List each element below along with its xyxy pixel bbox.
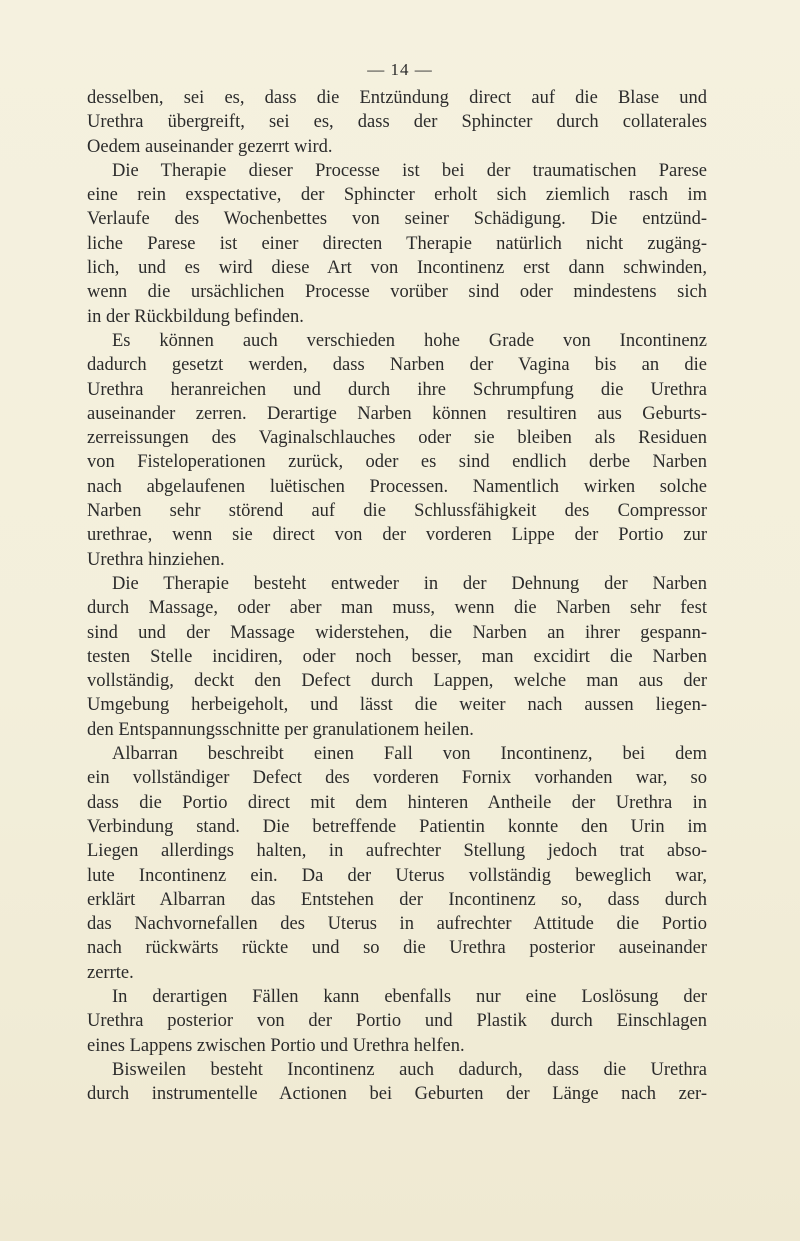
text-line: Urethra heranreichen und durch ihre Schrumpfung die Urethra <box>87 379 707 400</box>
text-line: desselben, sei es, dass die Entzündung direct auf die Blase und <box>87 88 707 108</box>
text-line: Es können auch verschieden hohe Grade von Incontinenz <box>112 330 707 351</box>
page-number: — 14 — <box>367 60 433 79</box>
text-line: nach abgelaufenen luëtischen Processen. Namentlich wirken solche <box>87 476 707 497</box>
text-line: lute Incontinenz ein. Da der Uterus vollständig beweglich war, <box>87 865 707 886</box>
text-line: vollständig, deckt den Defect durch Lappen, welche man aus der <box>87 671 707 692</box>
text-line: eines Lappens zwischen Portio und Urethra helfen. <box>87 1035 465 1056</box>
text-line: in der Rückbildung befinden. <box>87 306 304 327</box>
text-line: sind und der Massage widerstehen, die Narben an ihrer gespann- <box>87 622 707 643</box>
text-line: den Entspannungsschnitte per granulationem heilen. <box>87 719 474 740</box>
text-line: durch instrumentelle Actionen bei Geburten der Länge nach zer- <box>87 1084 707 1105</box>
text-line: auseinander zerren. Derartige Narben können resultiren aus Geburts- <box>87 403 707 424</box>
text-line: Liegen allerdings halten, in aufrechter Stellung jedoch trat abso- <box>87 841 707 862</box>
text-line: Die Therapie besteht entweder in der Dehnung der Narben <box>112 573 707 594</box>
text-line: Die Therapie dieser Processe ist bei der traumatischen Parese <box>112 160 707 181</box>
text-line: testen Stelle incidiren, oder noch besser, man excidirt die Narben <box>87 646 707 667</box>
body-text <box>87 86 707 1106</box>
text-line: zerreissungen des Vaginalschlauches oder sie bleiben als Residuen <box>87 428 707 449</box>
text-line: Albarran beschreibt einen Fall von Incontinenz, bei dem <box>112 744 707 765</box>
text-line: dadurch gesetzt werden, dass Narben der Vagina bis an die <box>87 355 707 376</box>
text-line: urethrae, wenn sie direct von der vorderen Lippe der Portio zur <box>87 525 707 546</box>
text-line: In derartigen Fällen kann ebenfalls nur eine Loslösung der <box>112 986 707 1007</box>
text-line: eine rein exspectative, der Sphincter erholt sich ziemlich rasch im <box>87 185 707 206</box>
text-line: lich, und es wird diese Art von Incontinenz erst dann schwinden, <box>87 258 707 279</box>
text-line: nach rückwärts rückte und so die Urethra posterior auseinander <box>87 938 707 959</box>
text-line: Narben sehr störend auf die Schlussfähigkeit des Compressor <box>87 501 707 522</box>
text-line: dass die Portio direct mit dem hinteren Antheile der Urethra in <box>87 792 707 813</box>
text-line: Urethra posterior von der Portio und Plastik durch Einschlagen <box>87 1011 707 1032</box>
text-line: durch Massage, oder aber man muss, wenn die Narben sehr fest <box>87 598 707 619</box>
text-line: liche Parese ist einer directen Therapie natürlich nicht zugäng- <box>87 233 707 254</box>
text-line: Oedem auseinander gezerrt wird. <box>87 136 333 157</box>
text-line: das Nachvornefallen des Uterus in aufrechter Attitude die Portio <box>87 914 707 935</box>
text-line: Bisweilen besteht Incontinenz auch dadurch, dass die Urethra <box>112 1059 707 1080</box>
text-line: Urethra übergreift, sei es, dass der Sphincter durch collaterales <box>87 112 707 133</box>
text-line: Verbindung stand. Die betreffende Patientin konnte den Urin im <box>87 816 707 837</box>
text-line: ein vollständiger Defect des vorderen Fornix vorhanden war, so <box>87 768 707 789</box>
text-line: Urethra hinziehen. <box>87 549 225 570</box>
text-line: Verlaufe des Wochenbettes von seiner Schädigung. Die entzünd- <box>87 209 707 230</box>
text-line: Umgebung herbeigeholt, und lässt die weiter nach aussen liegen- <box>87 695 707 716</box>
text-line: von Fisteloperationen zurück, oder es sind endlich derbe Narben <box>87 452 707 473</box>
text-line: wenn die ursächlichen Processe vorüber sind oder mindestens sich <box>87 282 707 303</box>
text-line: erklärt Albarran das Entstehen der Incontinenz so, dass durch <box>87 889 707 910</box>
text-line: zerrte. <box>87 962 134 983</box>
